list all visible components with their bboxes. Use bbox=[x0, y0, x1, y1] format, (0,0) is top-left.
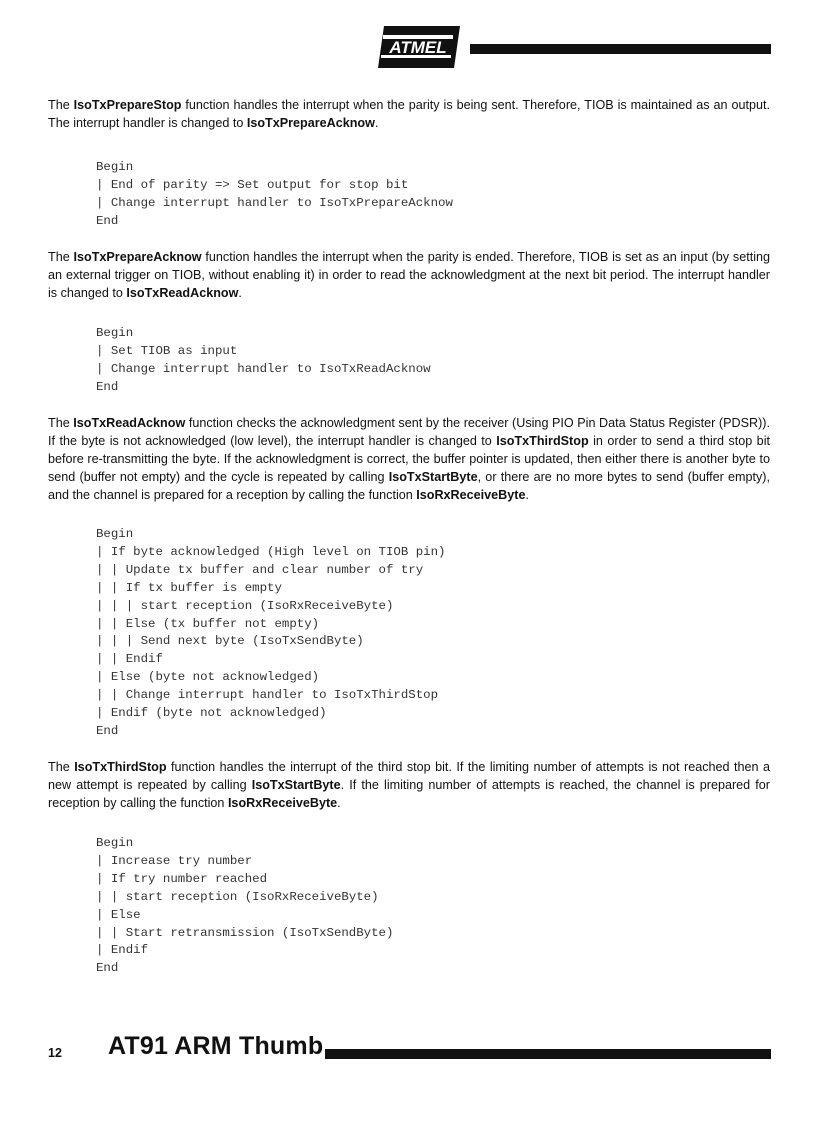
function-name: IsoTxThirdStop bbox=[496, 434, 589, 448]
function-name: IsoTxReadAcknow bbox=[73, 416, 186, 430]
paragraph-text: The bbox=[48, 250, 74, 264]
paragraph-text: . bbox=[374, 116, 379, 130]
page-footer bbox=[0, 1032, 816, 1072]
paragraph-text: . bbox=[525, 488, 529, 502]
paragraph-prepare-stop bbox=[48, 96, 770, 132]
paragraph-text: function checks the acknowledgment sent by the receiver (Using PIO Pin Data Status Register (PDSR)). If the byte is not acknowledged (low level), the interrupt handler is changed to bbox=[48, 416, 770, 448]
paragraph-text: . bbox=[238, 286, 242, 300]
paragraph-text: function handles the interrupt when the parity is ended. Therefore, TIOB is set as an input (by setting an external trigger on TIOB, without enabling it) in order to read the acknowledgment at the next bit period. The interrupt handler is changed to bbox=[48, 250, 771, 300]
paragraph-text: in order to send a third stop bit before re-transmitting the byte. If the acknowledgment is correct, the buffer pointer is updated, then either there is another byte to send (buffer not empty) and the cycle is repeated by calling bbox=[48, 434, 770, 484]
paragraph-text: , or there are no more bytes to send (buffer empty), and the channel is prepared for a reception by calling the function bbox=[48, 470, 770, 502]
paragraph-text: The bbox=[48, 416, 74, 430]
page-header bbox=[0, 24, 816, 74]
function-name: IsoTxReadAcknow bbox=[126, 286, 239, 300]
paragraph-text: The bbox=[48, 98, 74, 112]
function-name: IsoTxPrepareStop bbox=[73, 98, 182, 112]
code-block-third-stop: Begin | Increase try number | If try number reached | | start reception (IsoRxReceiveByte) | Else | | Start retransmission (IsoTxSendByte) | Endif End bbox=[96, 836, 394, 976]
page-number: 12 bbox=[48, 1046, 62, 1060]
code-block-prepare-acknow: Begin | Set TIOB as input | Change interrupt handler to IsoTxReadAcknow End bbox=[96, 326, 431, 394]
paragraph-read-acknow bbox=[48, 414, 770, 504]
function-name: IsoTxPrepareAcknow bbox=[73, 250, 202, 264]
code-block-prepare-stop: Begin | End of parity => Set output for stop bit | Change interrupt handler to IsoTxPrepareAcknow End bbox=[96, 160, 453, 228]
paragraph-prepare-acknow bbox=[48, 248, 770, 302]
logo-text: ATMEL bbox=[389, 38, 447, 57]
function-name: IsoTxPrepareAcknow bbox=[246, 116, 375, 130]
atmel-logo bbox=[374, 24, 460, 70]
function-name: IsoTxStartByte bbox=[251, 778, 341, 792]
function-name: IsoRxReceiveByte bbox=[227, 796, 338, 810]
paragraph-text: function handles the interrupt when the parity is being sent. Therefore, TIOB is maintained as an output. The interrupt handler is changed to bbox=[48, 98, 770, 130]
paragraph-text: . bbox=[337, 796, 341, 810]
header-rule bbox=[470, 44, 771, 54]
code-block-read-acknow: Begin | If byte acknowledged (High level on TIOB pin) | | Update tx buffer and clear number of try | | If tx buffer is empty | | | start reception (IsoRxReceiveByte) | | Else (tx buffer not empty) | | | Send next byte (IsoTxSendByte) | | Endif | Else (byte not acknowledged) | | Change interrupt handler to IsoTxThirdStop | Endif (byte not acknowledged) End bbox=[96, 527, 446, 738]
paragraph-text: The bbox=[48, 760, 75, 774]
document-title: AT91 ARM Thumb bbox=[108, 1032, 324, 1060]
function-name: IsoTxStartByte bbox=[388, 470, 478, 484]
paragraph-text: . If the limiting number of attempts is reached, the channel is prepared for reception by calling the function bbox=[48, 778, 770, 810]
paragraph-third-stop bbox=[48, 758, 770, 812]
function-name: IsoRxReceiveByte bbox=[416, 488, 526, 502]
footer-rule bbox=[325, 1049, 771, 1059]
paragraph-text: function handles the interrupt of the third stop bit. If the limiting number of attempts is not reached then a new attempt is repeated by calling bbox=[48, 760, 770, 792]
function-name: IsoTxThirdStop bbox=[74, 760, 167, 774]
